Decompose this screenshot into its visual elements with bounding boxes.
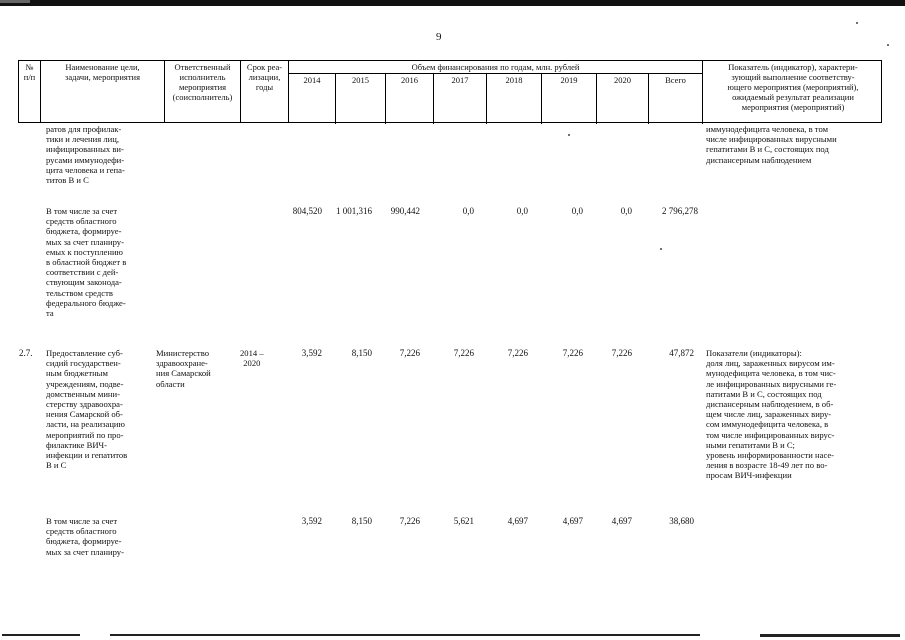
- row-2-7-2014: 3,592: [301, 348, 322, 358]
- header-year-2015: 2015: [336, 74, 386, 124]
- header-col-executor: Ответственный исполнитель мероприятия (соисполнитель): [165, 61, 241, 122]
- row-budget-total: 2 796,278: [662, 206, 698, 216]
- bottom-scan-line: [110, 634, 700, 636]
- row-2-7-2020: 7,226: [611, 348, 632, 358]
- row-2-7-budget-2019: 4,697: [562, 516, 583, 526]
- row-budget-2015: 1 001,316: [336, 206, 372, 216]
- header-col-name: Наименование цели, задачи, мероприятия: [41, 61, 165, 122]
- row-budget-2017: 0,0: [462, 206, 474, 216]
- scan-speck: [660, 248, 662, 250]
- row-2-7-executor: Министерство здравоохране- ния Самарской области: [156, 348, 211, 389]
- row-2-7-2018: 7,226: [507, 348, 528, 358]
- header-year-2016: 2016: [386, 74, 434, 124]
- row-2-7-term: 2014 – 2020: [240, 348, 264, 369]
- page-number: 9: [436, 31, 442, 43]
- header-col-indicator: Показатель (индикатор), характери- зующий выполнение соответству- ющего мероприятия (мероприятий), ожидаемый результат реализации мероприятия (мероприятий): [727, 62, 859, 112]
- row-budget-2016: 990,442: [390, 206, 420, 216]
- top-border-tab: [0, 0, 30, 3]
- row-2-7-number: 2.7.: [19, 348, 33, 358]
- row-2-7-budget-name: В том числе за счет средств областного бюджета, формируе- мых за счет планиру-: [46, 516, 124, 557]
- scan-speck: [568, 134, 570, 136]
- row-2-7-budget-2016: 7,226: [399, 516, 420, 526]
- header-year-2020: 2020: [597, 74, 649, 124]
- scan-speck: [887, 44, 889, 46]
- header-col-term: Срок реа- лизации, годы: [241, 61, 289, 122]
- row-budget-name: В том числе за счет средств областного бюджета, формируе- мых за счет планиру- емых к поступлению в областной бюджет в соответствии с дей- ствующим законода- тельством средств федерального бюдже- та: [46, 206, 127, 319]
- header-years-row: [289, 73, 703, 124]
- row-2-7-2016: 7,226: [399, 348, 420, 358]
- header-year-2019: 2019: [542, 74, 597, 124]
- row-2-7-total: 47,872: [669, 348, 694, 358]
- header-year-2018: 2018: [487, 74, 542, 124]
- row-2-7-2017: 7,226: [453, 348, 474, 358]
- row-2-7-2019: 7,226: [562, 348, 583, 358]
- header-col-number: № п/п: [19, 61, 41, 122]
- row-2-7-indicator: Показатели (индикаторы): доля лиц, зараженных вирусом им- мунодефицита человека, в том чис- ле инфицированных вирусными ге- патитами В и С, состоящих под диспансерным наблюдением, в об- щем числе лиц, зараженных виру- сом иммунодефицита человека, в том числе инфицированных вирус- ными гепатитами В и С; уровень информированности насе- ления в возрасте 18-49 лет по во- просам ВИЧ-инфекции: [706, 348, 837, 481]
- bottom-scan-line: [2, 634, 80, 636]
- header-year-2014: 2014: [289, 74, 336, 124]
- bottom-scan-line: [760, 634, 900, 637]
- scan-speck: [856, 22, 858, 24]
- row-2-7-budget-total: 38,680: [669, 516, 694, 526]
- row-2-7-budget-2017: 5,621: [453, 516, 474, 526]
- row-2-7-budget-2014: 3,592: [301, 516, 322, 526]
- row-budget-2019: 0,0: [571, 206, 583, 216]
- header-year-2017: 2017: [434, 74, 487, 124]
- row-budget-2014: 804,520: [292, 206, 322, 216]
- table-header: [18, 60, 882, 123]
- row-2-7-budget-2015: 8,150: [351, 516, 372, 526]
- top-border-bar: [0, 0, 905, 6]
- row-budget-2020: 0,0: [620, 206, 632, 216]
- header-total: Всего: [649, 74, 703, 124]
- row-2-7-name: Предоставление суб- сидий государствен- ным бюджетным учреждениям, подве- домственным мини- стерству здравоохра- нения Самарской об- ласти, на реализацию мероприятий по про- филактике ВИЧ- инфекции и гепатитов В и С: [46, 348, 128, 471]
- row-2-7-budget-2020: 4,697: [611, 516, 632, 526]
- row-budget-2018: 0,0: [516, 206, 528, 216]
- header-col-financing: Объем финансирования по годам, млн. рублей: [289, 61, 703, 73]
- continued-indicator-text: иммунодефицита человека, в том числе инфицированных вирусными гепатитами В и С, состоящих под диспансерным наблюдением: [706, 124, 837, 165]
- row-2-7-2015: 8,150: [351, 348, 372, 358]
- row-2-7-budget-2018: 4,697: [507, 516, 528, 526]
- continued-name-text: ратов для профилак- тики и лечения лиц, инфицированных ви- русами иммунодефи- цита человека и гепа- титов В и С: [46, 124, 125, 186]
